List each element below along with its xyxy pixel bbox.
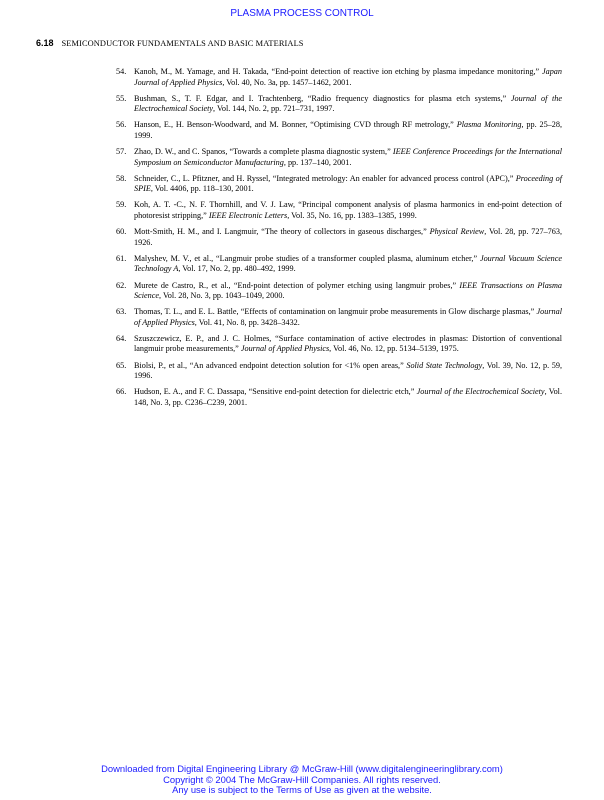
footer-terms: Any use is subject to the Terms of Use as given at the website. bbox=[172, 784, 432, 795]
reference-venue: IEEE Conference Proceedings for the International Symposium on Semiconductor Manufacturing bbox=[134, 147, 562, 167]
chapter-banner: PLASMA PROCESS CONTROL bbox=[230, 8, 374, 19]
reference-venue: IEEE Electronic Letters bbox=[208, 211, 288, 221]
reference-item bbox=[116, 387, 562, 408]
reference-authors-title: Biolsi, P., et al., “An advanced endpoint detection solution for <1% open areas,” bbox=[134, 360, 407, 370]
page-number: 6.18 bbox=[36, 38, 54, 48]
reference-number: 62. bbox=[116, 280, 127, 290]
reference-authors-title: Koh, A. T. -C., N. F. Thornhill, and V. J. Law, “Principal component analysis of plasma harmonics in end-point detection of photoresist stripping,” bbox=[134, 200, 562, 221]
footer-copyright: Copyright © 2004 The McGraw-Hill Companies. All rights reserved. bbox=[163, 773, 441, 785]
reference-authors-title: Mott-Smith, H. M., and I. Langmuir, “The theory of collectors in gaseous discharges,” bbox=[134, 227, 430, 237]
reference-details: , Vol. 35, No. 16, pp. 1383–1385, 1999. bbox=[287, 211, 417, 221]
section-title: SEMICONDUCTOR FUNDAMENTALS AND BASIC MATERIALS bbox=[61, 39, 304, 48]
reference-details: , Vol. 41, No. 8, pp. 3428–3432. bbox=[194, 317, 300, 327]
reference-item bbox=[116, 67, 562, 88]
reference-details: , Vol. 28, No. 3, pp. 1043–1049, 2000. bbox=[159, 291, 285, 301]
reference-authors-title: Hanson, E., H. Benson-Woodward, and M. Bonner, “Optimising CVD through RF metrology,” bbox=[134, 120, 457, 130]
reference-details: , Vol. 148, No. 3, pp. C236–C239, 2001. bbox=[134, 387, 563, 407]
reference-venue: Physical Review bbox=[429, 227, 485, 237]
reference-number: 64. bbox=[116, 333, 127, 343]
reference-item bbox=[116, 147, 562, 168]
reference-venue: Journal Vacuum Science Technology A bbox=[134, 253, 562, 274]
reference-number: 61. bbox=[116, 253, 127, 263]
reference-item bbox=[116, 227, 562, 248]
reference-authors-title: Zhao, D. W., and C. Spanos, “Towards a complete plasma diagnostic system,” bbox=[134, 147, 393, 157]
reference-details: , pp. 25–28, 1999. bbox=[134, 120, 562, 140]
reference-authors-title: Murete de Castro, R., et al., “End-point detection of polymer etching using langmuir probes,” bbox=[134, 280, 460, 290]
reference-item bbox=[116, 254, 562, 275]
reference-number: 54. bbox=[116, 67, 127, 76]
reference-authors-title: Malyshev, M. V., et al., “Langmuir probe studies of a transformer coupled plasma, aluminum etcher,” bbox=[134, 253, 480, 263]
footer-download-link[interactable]: Downloaded from Digital Engineering Library @ McGraw-Hill (www.digitalengineeringlibrary.com) bbox=[101, 763, 503, 774]
reference-number: 59. bbox=[116, 200, 127, 210]
reference-list bbox=[116, 67, 562, 414]
reference-venue: IEEE Transactions on Plasma Science bbox=[134, 280, 562, 301]
reference-details: , Vol. 144, No. 2, pp. 721–731, 1997. bbox=[213, 104, 335, 114]
reference-venue: Journal of the Electrochemical Society bbox=[134, 93, 562, 114]
reference-number: 55. bbox=[116, 93, 127, 103]
reference-item bbox=[116, 120, 562, 141]
reference-item bbox=[116, 281, 562, 302]
reference-venue: Journal of Applied Physics bbox=[240, 344, 330, 354]
reference-details: , Vol. 4406, pp. 118–130, 2001. bbox=[150, 184, 254, 194]
reference-item bbox=[116, 307, 562, 328]
running-head bbox=[36, 38, 304, 48]
reference-venue: Proceeding of SPIE bbox=[134, 173, 562, 194]
reference-item bbox=[116, 361, 562, 382]
reference-details: , Vol. 17, No. 2, pp. 480–492, 1999. bbox=[178, 264, 296, 274]
reference-item bbox=[116, 174, 562, 195]
reference-item bbox=[116, 94, 562, 115]
reference-details: , Vol. 39, No. 12, p. 59, 1996. bbox=[134, 360, 562, 381]
reference-number: 57. bbox=[116, 147, 127, 157]
reference-authors-title: Szuszczewicz, E. P., and J. C. Holmes, “Surface contamination of active electrodes in plasmas: Distortion of conventional langmuir probe measurements,” bbox=[134, 333, 562, 354]
reference-item bbox=[116, 334, 562, 355]
reference-authors-title: Hudson, E. A., and F. C. Dassapa, “Sensitive end-point detection for dielectric etch,” bbox=[134, 387, 417, 397]
reference-authors-title: Kanoh, M., M. Yamage, and H. Takada, “End-point detection of reactive ion etching by plasma impedance monitoring,” bbox=[134, 67, 542, 76]
reference-number: 66. bbox=[116, 387, 127, 397]
reference-number: 65. bbox=[116, 360, 127, 370]
reference-number: 60. bbox=[116, 227, 127, 237]
reference-authors-title: Thomas, T. L., and E. L. Battle, “Effects of contamination on langmuir probe measurements in Glow discharge plasmas,” bbox=[134, 307, 537, 317]
reference-venue: Japan Journal of Applied Physics bbox=[134, 67, 562, 87]
reference-details: , Vol. 46, No. 12, pp. 5134–5139, 1975. bbox=[329, 344, 459, 354]
reference-item bbox=[116, 200, 562, 221]
reference-venue: Plasma Monitoring bbox=[456, 120, 522, 130]
reference-authors-title: Schneider, C., L. Pfitzner, and H. Ryssel, “Integrated metrology: An enabler for advanced process control (APC),” bbox=[134, 173, 516, 183]
reference-number: 56. bbox=[116, 120, 127, 130]
reference-number: 63. bbox=[116, 307, 127, 317]
reference-details: , Vol. 40, No. 3a, pp. 1457–1462, 2001. bbox=[222, 77, 352, 87]
reference-details: , pp. 137–140, 2001. bbox=[283, 157, 352, 167]
reference-venue: Solid State Technology bbox=[406, 360, 483, 370]
reference-venue: Journal of Applied Physics bbox=[134, 307, 562, 327]
reference-number: 58. bbox=[116, 173, 127, 183]
reference-venue: Journal of the Electrochemical Society bbox=[416, 387, 545, 397]
reference-authors-title: Bushman, S., T. F. Edgar, and I. Trachtenberg, “Radio frequency diagnostics for plasma etch systems,” bbox=[134, 93, 511, 103]
reference-details: , Vol. 28, pp. 727–763, 1926. bbox=[134, 227, 562, 247]
